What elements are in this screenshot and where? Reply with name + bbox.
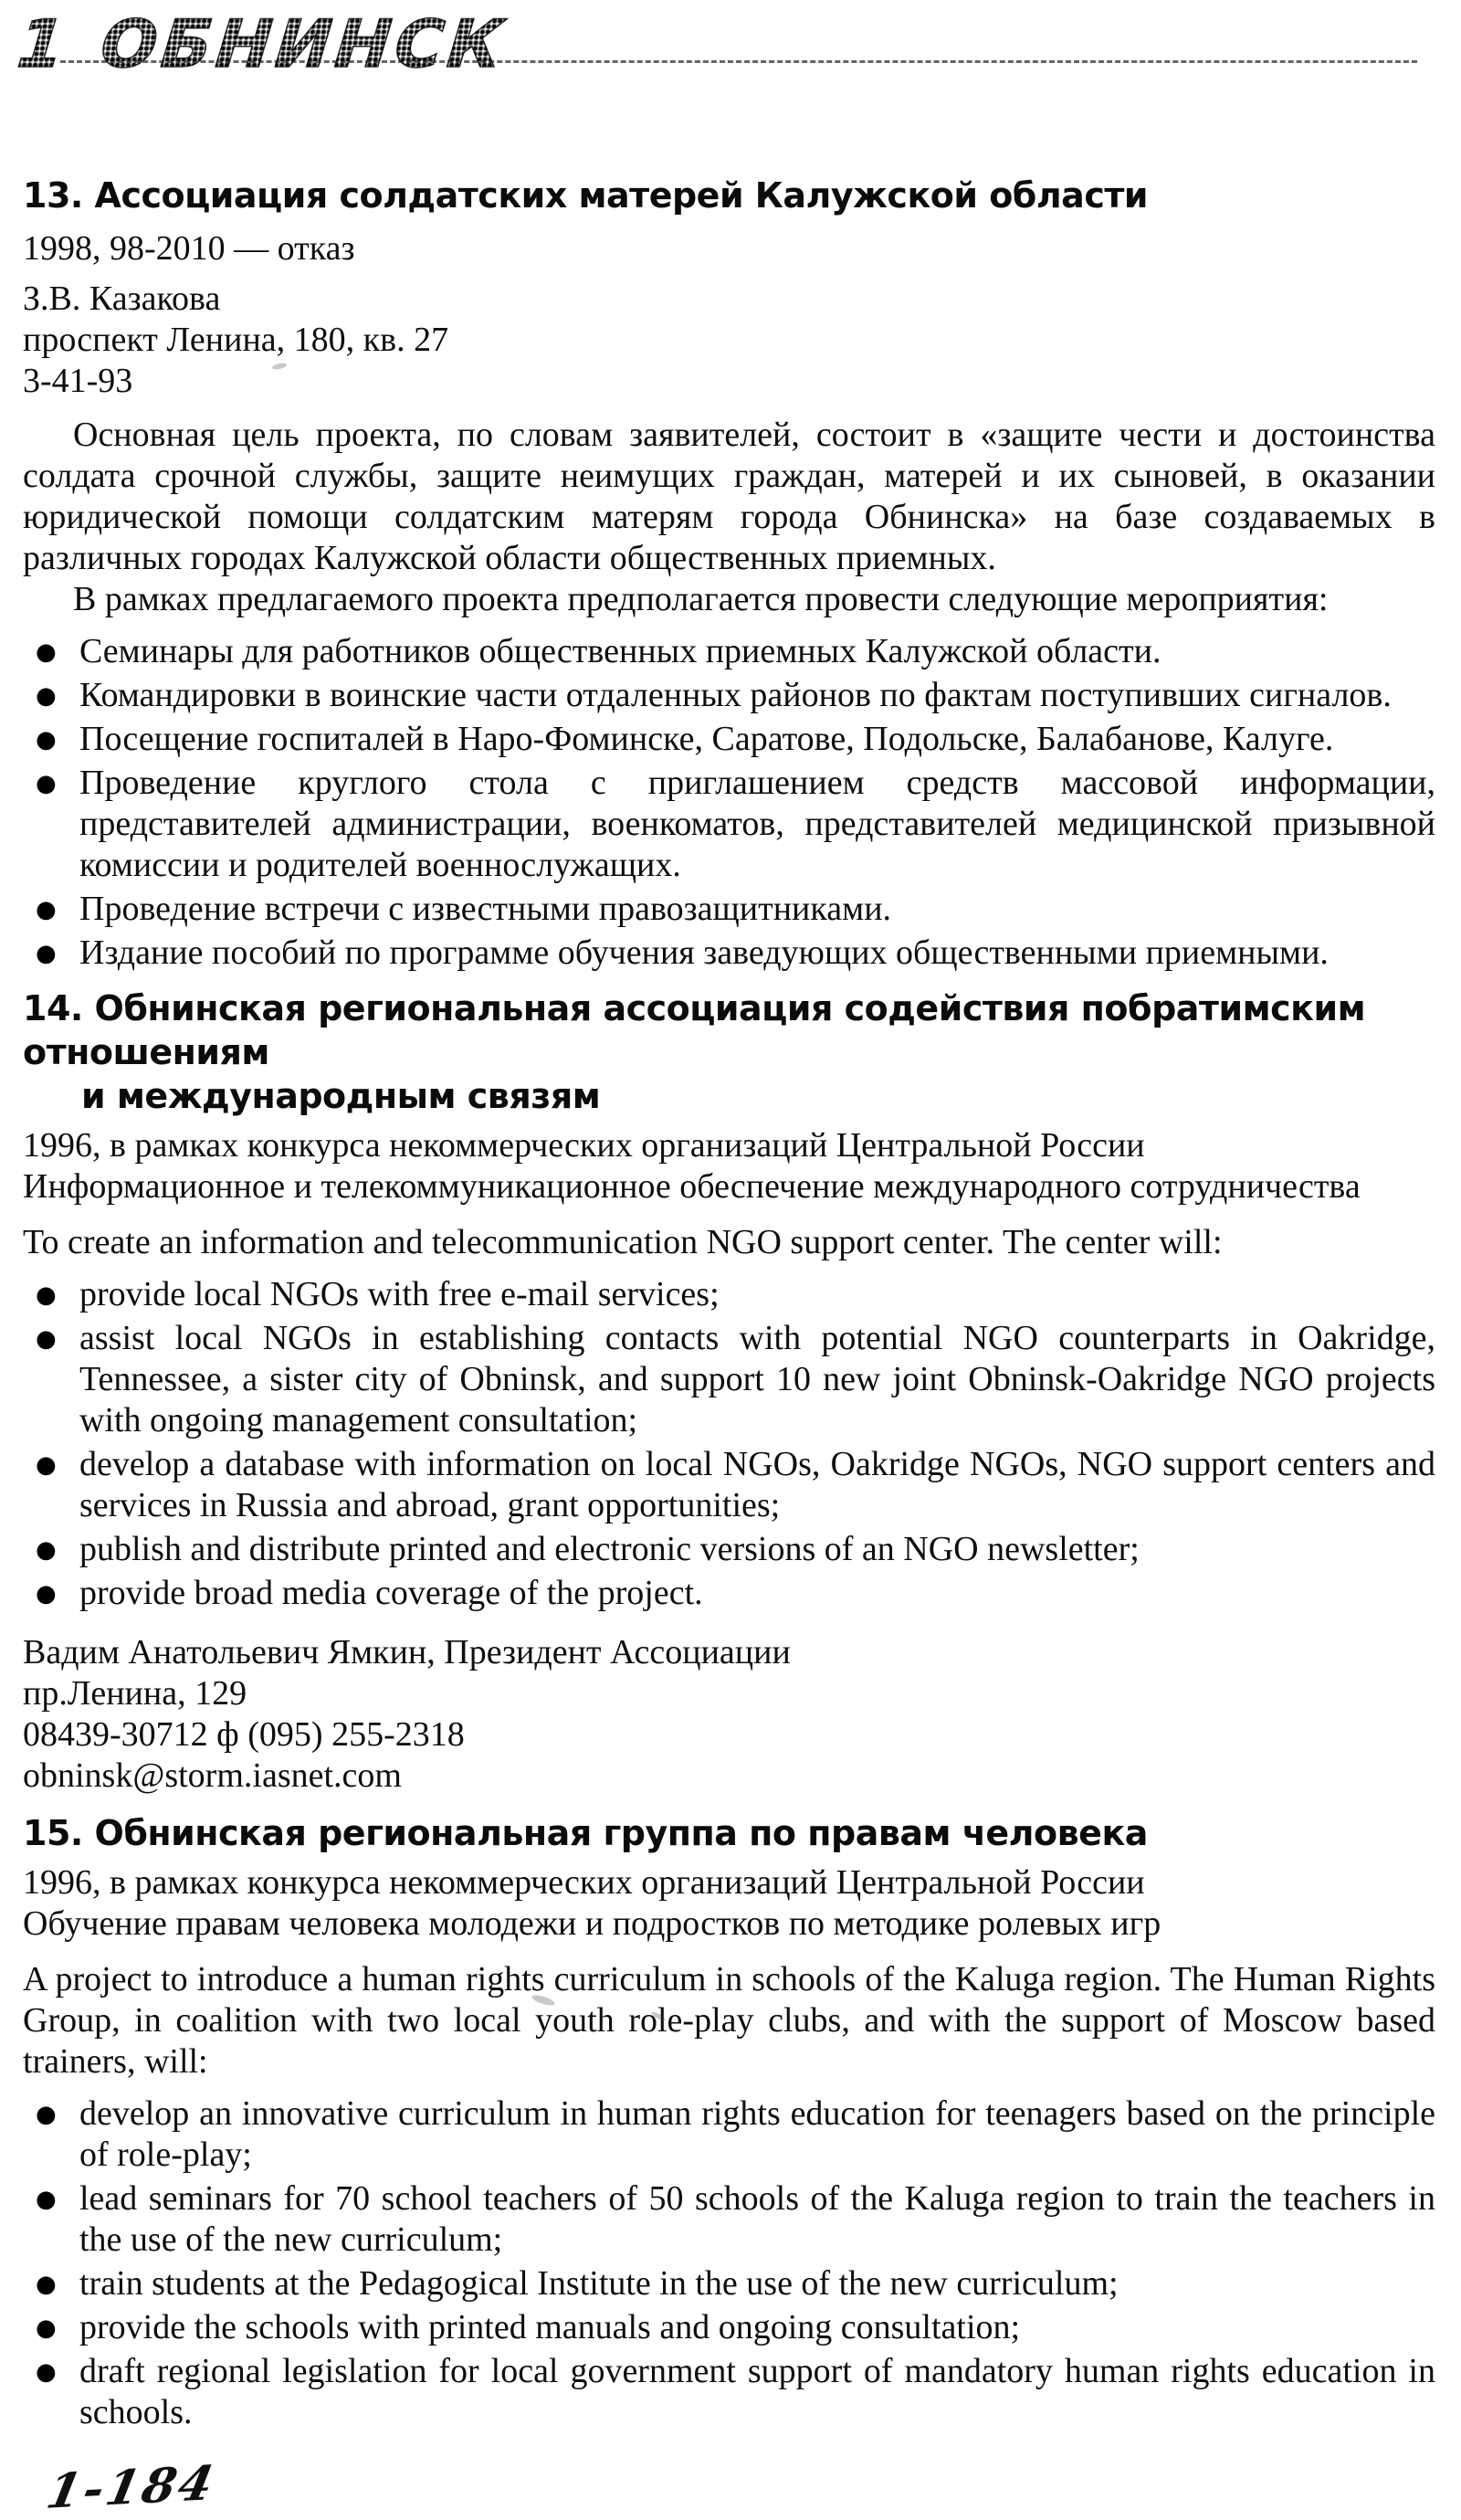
section-number: 1 bbox=[14, 5, 73, 82]
contact-address: пр.Ленина, 129 bbox=[23, 1674, 247, 1713]
bullet-text: publish and distribute printed and electronic versions of an NGO newsletter; bbox=[79, 1530, 1140, 1568]
title-line: 13. Ассоциация солдатских матерей Калужской области bbox=[23, 175, 1148, 216]
entry-15-title bbox=[23, 1811, 1420, 1855]
entry-13-description: Основная цель проекта, по словам заявителей, состоит в «защите чести и достоинства солдата срочной службы, защите неимущих граждан, матерей и их сыновей, в оказании юридической помощи солдатским матерям города Обнинска» на базе создаваемых в различных городах Калужской области общественных приемных. bbox=[23, 416, 1435, 577]
entry-15-meta-block bbox=[23, 1862, 1435, 1945]
bullet-icon: ● bbox=[36, 770, 57, 797]
bullet-icon: ● bbox=[36, 1451, 57, 1479]
entry-14 bbox=[23, 986, 1435, 1797]
page-footer bbox=[42, 2455, 1435, 2520]
list-item bbox=[23, 719, 1435, 760]
bullet-text: provide broad media coverage of the project. bbox=[79, 1574, 703, 1612]
bullet-text: train students at the Pedagogical Institute in the use of the new curriculum; bbox=[79, 2264, 1119, 2303]
title-line: и международным связям bbox=[81, 1076, 601, 1116]
header-logo bbox=[14, 2, 510, 86]
bullet-icon: ● bbox=[36, 1281, 57, 1309]
title-line: 15. Обнинская региональная группа по правам человека bbox=[23, 1813, 1148, 1853]
entry-13 bbox=[23, 174, 1435, 974]
bullet-icon: ● bbox=[36, 2314, 57, 2342]
bullet-text: provide local NGOs with free e-mail services; bbox=[79, 1275, 720, 1313]
list-item bbox=[23, 631, 1435, 672]
bullet-text: assist local NGOs in establishing contacts with potential NGO counterparts in Oakridge, Tennessee, a sister city of Obninsk, and support 10 new joint Obninsk-Oakridge NGO projects with ongoing management consultation; bbox=[79, 1319, 1435, 1439]
list-item bbox=[23, 763, 1435, 886]
entry-13-contact-block bbox=[23, 279, 1435, 402]
bullet-icon: ● bbox=[36, 638, 57, 666]
list-item bbox=[23, 1573, 1435, 1614]
contact-phone-fax: 08439-30712 ф (095) 255-2318 bbox=[23, 1715, 465, 1754]
list-item bbox=[23, 2263, 1435, 2304]
page-number-handwritten: 1-184 bbox=[42, 2455, 221, 2520]
entry-14-intro: To create an information and telecommunication NGO support center. The center will: bbox=[23, 1223, 1223, 1261]
contact-person-name: Вадим Анатольевич Ямкин, Президент Ассоциации bbox=[23, 1633, 791, 1671]
list-item bbox=[23, 1444, 1435, 1526]
entry-14-goals-list bbox=[23, 1274, 1435, 1614]
entry-15-project-line: Обучение правам человека молодежи и подростков по методике ролевых игр bbox=[23, 1904, 1161, 1943]
list-item bbox=[23, 675, 1435, 716]
bullet-text: develop a database with information on local NGOs, Oakridge NGOs, NGO support centers and services in Russia and abroad, grant opportunities; bbox=[79, 1445, 1435, 1524]
entry-13-status-line: 1998, 98-2010 — отказ bbox=[23, 229, 355, 268]
list-item bbox=[23, 889, 1435, 930]
title-line: 14. Обнинская региональная ассоциация содействия побратимским отношениям bbox=[23, 988, 1366, 1072]
bullet-icon: ● bbox=[36, 1325, 57, 1353]
bullet-icon: ● bbox=[36, 1580, 57, 1608]
entry-13-title bbox=[23, 174, 1420, 217]
list-item bbox=[23, 1318, 1435, 1441]
list-item bbox=[23, 2351, 1435, 2433]
bullet-text: Проведение круглого стола с приглашением средств массовой информации, представителей администрации, военкоматов, представителей медицинской призывной комиссии и родителей военнослужащих. bbox=[79, 764, 1435, 884]
list-item bbox=[23, 2093, 1435, 2176]
entry-14-meta-block bbox=[23, 1125, 1435, 1207]
entry-15 bbox=[23, 1811, 1435, 2433]
entry-15-year-line: 1996, в рамках конкурса некоммерческих организаций Центральной России bbox=[23, 1863, 1145, 1902]
entry-13-activities-list bbox=[23, 631, 1435, 974]
bullet-icon: ● bbox=[36, 940, 57, 967]
bullet-icon: ● bbox=[36, 1536, 57, 1564]
page-header bbox=[0, 0, 1461, 97]
bullet-text: Издание пособий по программе обучения заведующих общественными приемными. bbox=[79, 933, 1329, 972]
bullet-icon: ● bbox=[36, 896, 57, 923]
bullet-icon: ● bbox=[36, 2358, 57, 2386]
bullet-icon: ● bbox=[36, 2101, 57, 2128]
page-content bbox=[0, 174, 1461, 2520]
entry-14-project-line: Информационное и телекоммуникационное обеспечение международного сотрудничества bbox=[23, 1167, 1361, 1206]
bullet-text: provide the schools with printed manuals and ongoing consultation; bbox=[79, 2308, 1021, 2346]
bullet-text: Посещение госпиталей в Наро-Фоминске, Саратове, Подольске, Балабанове, Калуге. bbox=[79, 720, 1334, 758]
bullet-icon: ● bbox=[36, 682, 57, 710]
city-name-logo: ОБНИНСК bbox=[97, 5, 511, 82]
entry-14-title bbox=[23, 986, 1420, 1118]
bullet-text: lead seminars for 70 school teachers of 50 schools of the Kaluga region to train the teachers in the use of the new curriculum; bbox=[79, 2179, 1435, 2259]
entry-13-activities-intro: В рамках предлагаемого проекта предполагается провести следующие мероприятия: bbox=[73, 580, 1329, 618]
contact-phone: 3-41-93 bbox=[23, 362, 133, 400]
list-item bbox=[23, 2178, 1435, 2261]
list-item bbox=[23, 2307, 1435, 2348]
list-item bbox=[23, 933, 1435, 974]
entry-14-contact-block bbox=[23, 1632, 1435, 1797]
bullet-text: Семинары для работников общественных приемных Калужской области. bbox=[79, 632, 1161, 670]
entry-14-year-line: 1996, в рамках конкурса некоммерческих организаций Центральной России bbox=[23, 1126, 1145, 1165]
entry-15-intro: A project to introduce a human rights curriculum in schools of the Kaluga region. The Human Rights Group, in coalition with two local youth role-play clubs, and with the support of Moscow based trainers, will: bbox=[23, 1960, 1435, 2081]
list-item bbox=[23, 1274, 1435, 1315]
bullet-icon: ● bbox=[36, 2271, 57, 2298]
bullet-icon: ● bbox=[36, 2186, 57, 2213]
bullet-text: draft regional legislation for local government support of mandatory human rights education in schools. bbox=[79, 2352, 1435, 2431]
bullet-text: Командировки в воинские части отдаленных районов по фактам поступивших сигналов. bbox=[79, 676, 1392, 714]
contact-email: obninsk@storm.iasnet.com bbox=[23, 1756, 402, 1795]
list-item bbox=[23, 1529, 1435, 1570]
bullet-icon: ● bbox=[36, 726, 57, 754]
bullet-text: develop an innovative curriculum in human rights education for teenagers based on the principle of role-play; bbox=[79, 2094, 1435, 2174]
entry-15-goals-list bbox=[23, 2093, 1435, 2433]
contact-person-name: З.В. Казакова bbox=[23, 279, 221, 318]
bullet-text: Проведение встречи с известными правозащитниками. bbox=[79, 890, 892, 928]
contact-address: проспект Ленина, 180, кв. 27 bbox=[23, 321, 449, 359]
